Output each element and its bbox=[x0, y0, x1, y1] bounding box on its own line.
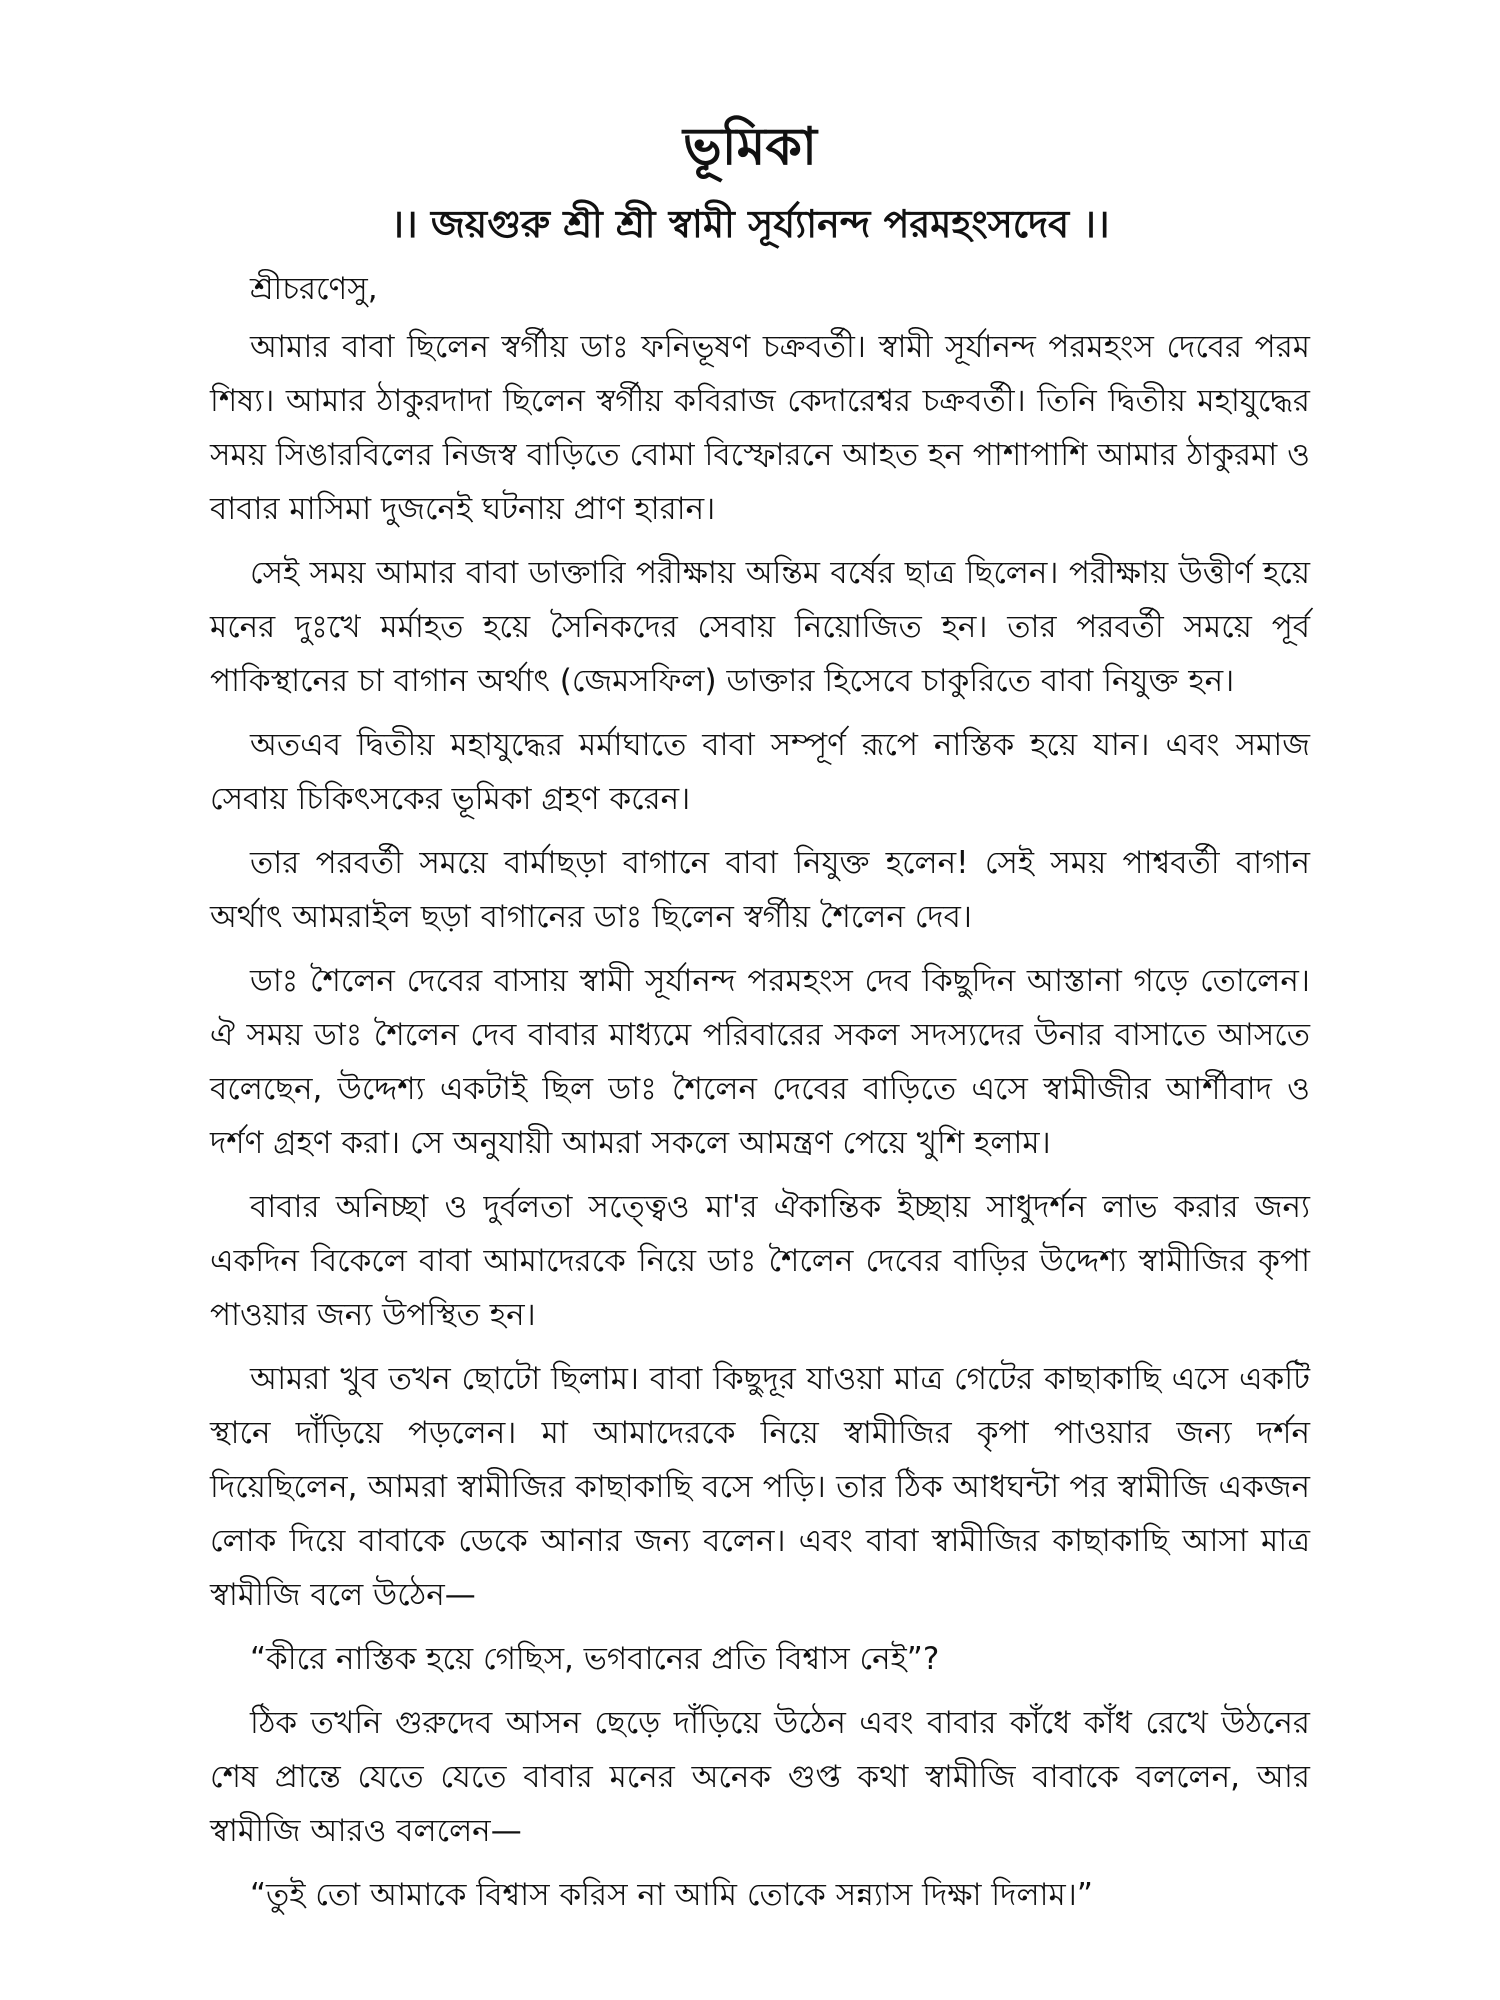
paragraph: ডাঃ শৈলেন দেবের বাসায় স্বামী সূর্যানন্দ পরমহংস দেব কিছুদিন আস্তানা গড়ে তোলেন। ঐ সময় ডাঃ শৈলেন দেব বাবার মাধ্যমে পরিবারের সকল সদস্যদের উনার বাসাতে আসতে বলেছেন, উদ্দেশ্য একটাই ছিল ডাঃ শৈলেন দেবের বাড়িতে এসে স্বামীজীর আর্শীবাদ ও দর্শণ গ্রহণ করা। সে অনুযায়ী আমরা সকলে আমন্ত্রণ পেয়ে খুশি হলাম। bbox=[210, 963, 1310, 1161]
quote-line: “কীরে নাস্তিক হয়ে গেছিস, ভগবানের প্রতি বিশ্বাস নেই”? bbox=[250, 1641, 940, 1677]
invocation-heading: ।। জয়গুরু শ্রী শ্রী স্বামী সূর্য্যানন্দ পরমহংসদেব ।। bbox=[390, 202, 1110, 246]
quote-line: “তুই তো আমাকে বিশ্বাস করিস না আমি তোকে সন্ন্যাস দিক্ষা দিলাম।” bbox=[250, 1877, 1093, 1913]
paragraph: সেই সময় আমার বাবা ডাক্তারি পরীক্ষায় অন্তিম বর্ষের ছাত্র ছিলেন। পরীক্ষায় উত্তীর্ণ হয়ে মনের দুঃখে মর্মাহত হয়ে সৈনিকদের সেবায় নিয়োজিত হন। তার পরবর্তী সময়ে পূর্ব পাকিস্থানের চা বাগান অর্থাৎ (জেমসফিল) ডাক্তার হিসেবে চাকুরিতে বাবা নিযুক্ত হন। bbox=[210, 555, 1310, 699]
paragraph: আমরা খুব তখন ছোটো ছিলাম। বাবা কিছুদূর যাওয়া মাত্র গেটের কাছাকাছি এসে একটি স্থানে দাঁড়িয়ে পড়লেন। মা আমাদেরকে নিয়ে স্বামীজির কৃপা পাওয়ার জন্য দর্শন দিয়েছিলেন, আমরা স্বামীজির কাছাকাছি বসে পড়ি। তার ঠিক আধঘন্টা পর স্বামীজি একজন লোক দিয়ে বাবাকে ডেকে আনার জন্য বলেন। এবং বাবা স্বামীজির কাছাকাছি আসা মাত্র স্বামীজি বলে উঠেন— bbox=[210, 1361, 1310, 1613]
body-text bbox=[210, 320, 1310, 1932]
paragraph: ঠিক তখনি গুরুদেব আসন ছেড়ে দাঁড়িয়ে উঠেন এবং বাবার কাঁধে কাঁধ রেখে উঠনের শেষ প্রান্তে যেতে যেতে বাবার মনের অনেক গুপ্ত কথা স্বামীজি বাবাকে বললেন, আর স্বামীজি আরও বললেন— bbox=[210, 1705, 1310, 1849]
paragraph: আমার বাবা ছিলেন স্বর্গীয় ডাঃ ফনিভূষণ চক্রবর্তী। স্বামী সূর্যানন্দ পরমহংস দেবের পরম শিষ্য। আমার ঠাকুরদাদা ছিলেন স্বর্গীয় কবিরাজ কেদারেশ্বর চক্রবর্তী। তিনি দ্বিতীয় মহাযুদ্ধের সময় সিঙারবিলের নিজস্ব বাড়িতে বোমা বিস্ফোরনে আহত হন পাশাপাশি আমার ঠাকুরমা ও বাবার মাসিমা দুজনেই ঘটনায় প্রাণ হারান। bbox=[210, 329, 1310, 527]
paragraph: অতএব দ্বিতীয় মহাযুদ্ধের মর্মাঘাতে বাবা সম্পূর্ণ রূপে নাস্তিক হয়ে যান। এবং সমাজ সেবায় চিকিৎসকের ভূমিকা গ্রহণ করেন। bbox=[210, 727, 1310, 817]
page-title: ভূমিকা bbox=[683, 117, 817, 177]
paragraph: তার পরবর্তী সময়ে বার্মাছড়া বাগানে বাবা নিযুক্ত হলেন! সেই সময় পাশ্ববর্তী বাগান অর্থাৎ আমরাইল ছড়া বাগানের ডাঃ ছিলেন স্বর্গীয় শৈলেন দেব। bbox=[210, 845, 1310, 935]
salutation: শ্রীচরণেসু, bbox=[250, 271, 378, 307]
paragraph: বাবার অনিচ্ছা ও দুর্বলতা সত্ত্বেও মা'র ঐকান্তিক ইচ্ছায় সাধুদর্শন লাভ করার জন্য একদিন বিকেলে বাবা আমাদেরকে নিয়ে ডাঃ শৈলেন দেবের বাড়ির উদ্দেশ্য স্বামীজির কৃপা পাওয়ার জন্য উপস্থিত হন। bbox=[210, 1189, 1310, 1333]
